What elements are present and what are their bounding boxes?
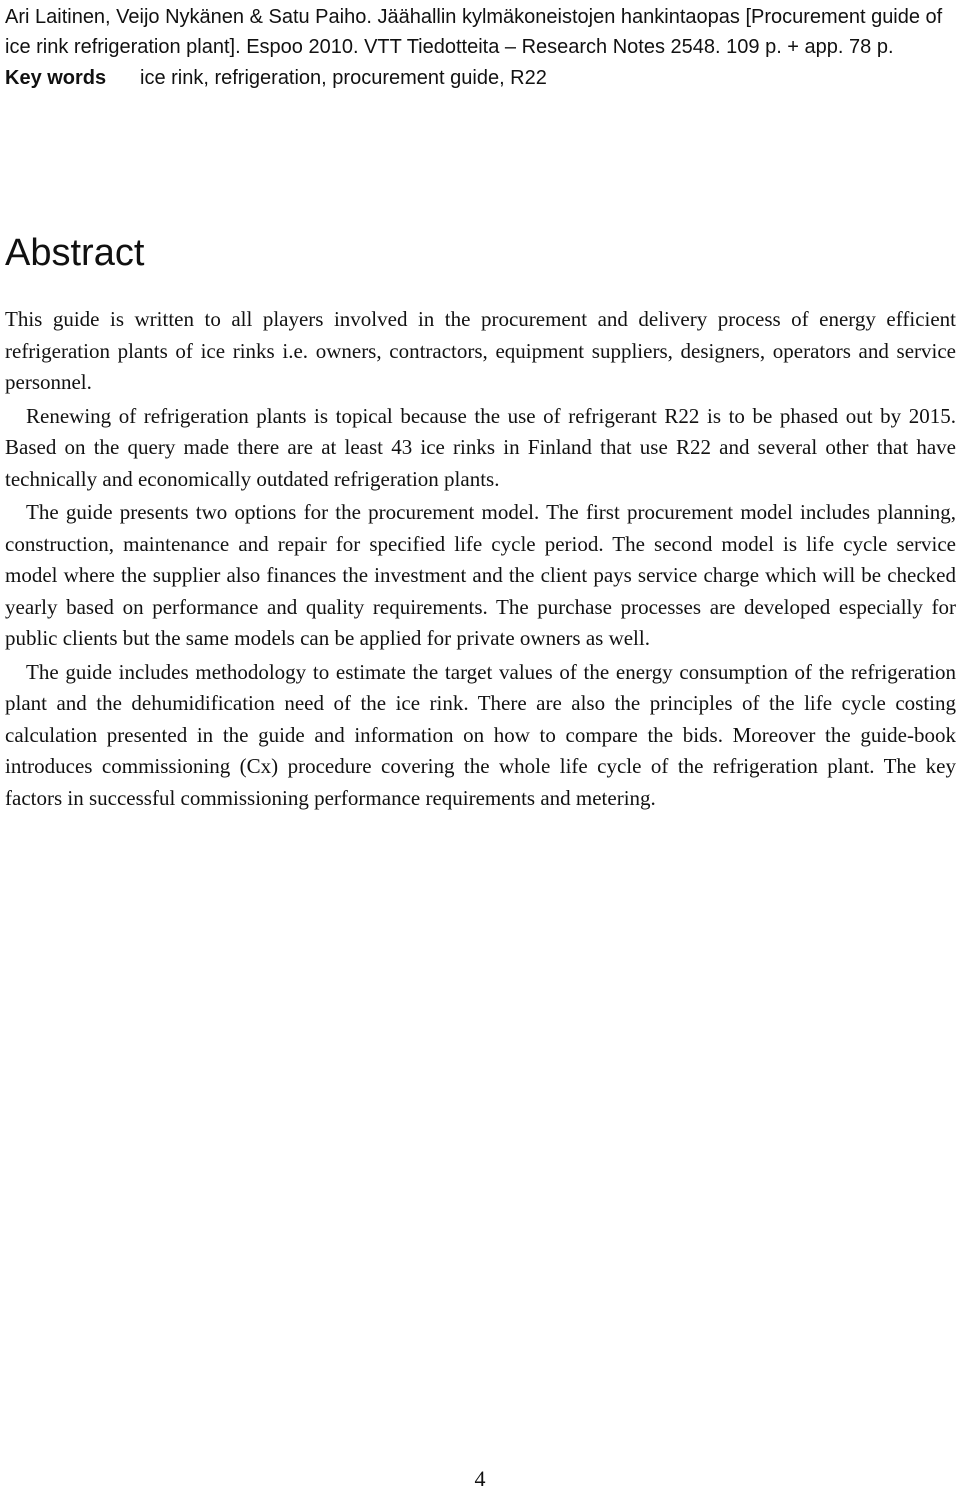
abstract-paragraph: Renewing of refrigeration plants is topical because the use of refrigerant R22 is to be phased out by 2015. Based on the query made there are at least 43 ice rinks in Finland that use R22 and several other that have technically and economically outdated refrigeration plants.: [5, 403, 956, 491]
keywords-value: ice rink, refrigeration, procurement guide, R22: [140, 67, 547, 89]
keywords-row: [5, 63, 955, 93]
citation: Ari Laitinen, Veijo Nykänen & Satu Paiho. Jäähallin kylmäkoneistojen hankintaopas [Procurement guide of ice rink refrigeration plant]. Espoo 2010. VTT Tiedotteita – Research Notes 2548. 109 p. + app. 78 p.: [5, 6, 943, 58]
page-number: 4: [474, 1466, 486, 1491]
abstract-paragraph: This guide is written to all players involved in the procurement and delivery process of energy efficient refrigeration plants of ice rinks i.e. owners, contractors, equipment suppliers, designers, operators and service personnel.: [5, 307, 956, 394]
abstract-heading: Abstract: [5, 232, 145, 274]
abstract-paragraph: The guide presents two options for the procurement model. The first procurement model includes planning, construction, maintenance and repair for specified life cycle period. The second model is life cycle service model where the supplier also finances the investment and the client pays service charge which will be checked yearly based on performance and quality requirements. The purchase processes are developed especially for public clients but the same models can be applied for private owners as well.: [5, 500, 956, 650]
keywords-label: Key words: [5, 67, 107, 89]
abstract-paragraph: The guide includes methodology to estimate the target values of the energy consumption of the refrigeration plant and the dehumidification need of the ice rink. There are also the principles of the life cycle costing calculation presented in the guide and information on how to compare the bids. Moreover the guide-book introduces commissioning (Cx) procedure covering the whole life cycle of the refrigeration plant. The key factors in successful commissioning performance requirements and metering.: [5, 659, 956, 810]
abstract-body: [5, 304, 956, 814]
